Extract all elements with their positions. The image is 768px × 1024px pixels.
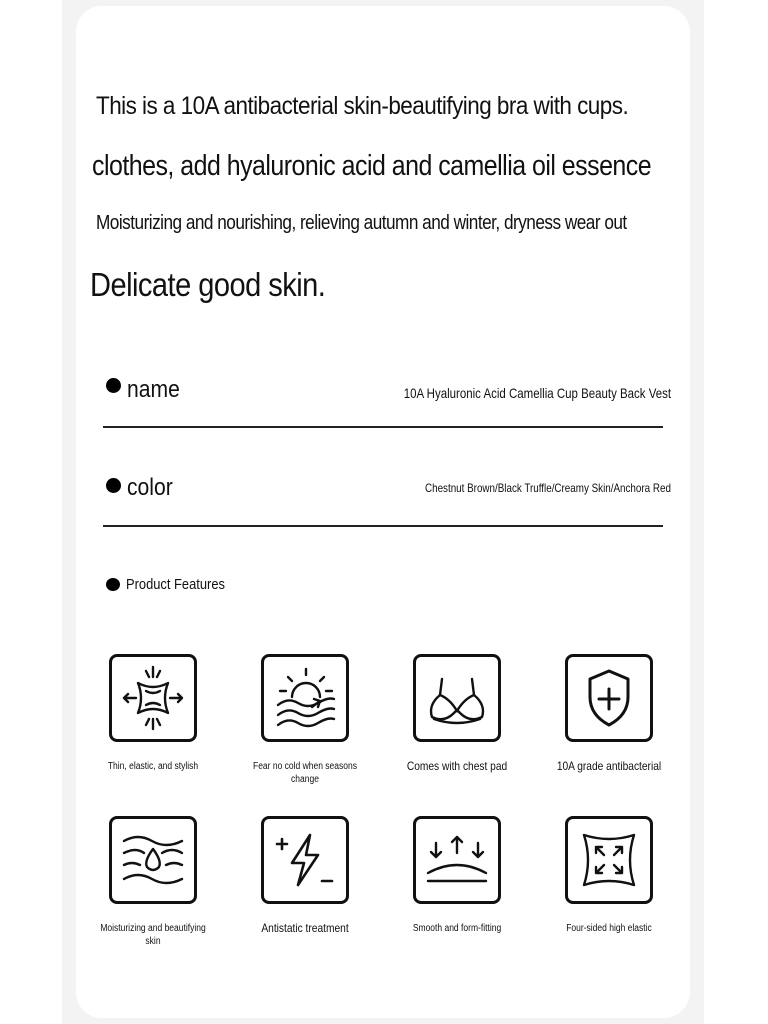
- feature-caption: Moisturizing and beautifying skin: [100, 923, 206, 947]
- intro-line-1: This is a 10A antibacterial skin-beautifying bra with cups.: [96, 92, 629, 120]
- intro-line-2: clothes, add hyaluronic acid and camellia oil essence: [92, 150, 652, 182]
- expand-arrows-icon: [565, 816, 653, 904]
- divider: [103, 426, 663, 428]
- feature-caption: 10A grade antibacterial: [556, 759, 662, 773]
- spec-value-name: 10A Hyaluronic Acid Camellia Cup Beauty Back Vest: [403, 385, 671, 401]
- spec-label-name: name: [127, 376, 180, 403]
- lightning-icon: [261, 816, 349, 904]
- shield-plus-icon: [565, 654, 653, 742]
- arrows-curve-icon: [413, 816, 501, 904]
- water-drop-waves-icon: [109, 816, 197, 904]
- sun-waves-icon: [261, 654, 349, 742]
- features-heading-label: Product Features: [126, 576, 225, 593]
- feature-caption: Thin, elastic, and stylish: [107, 761, 199, 772]
- feature-caption: Smooth and form-fitting: [412, 923, 502, 934]
- intro-line-3: Moisturizing and nourishing, relieving autumn and winter, dryness wear out: [96, 212, 627, 234]
- feature-caption: Fear no cold when seasons change: [253, 761, 357, 785]
- feature-caption: Comes with chest pad: [406, 759, 508, 773]
- divider: [103, 525, 663, 527]
- feature-caption: Antistatic treatment: [261, 921, 349, 935]
- spec-value-color: Chestnut Brown/Black Truffle/Creamy Skin/Anchora Red: [425, 481, 671, 495]
- bullet-dot: [106, 578, 120, 591]
- spec-label-color: color: [127, 474, 173, 501]
- bullet-dot: [106, 378, 121, 393]
- bra-icon: [413, 654, 501, 742]
- intro-line-4: Delicate good skin.: [90, 266, 326, 303]
- feature-caption: Four-sided high elastic: [566, 923, 652, 934]
- bullet-dot: [106, 478, 121, 493]
- stretch-arrows-icon: [109, 654, 197, 742]
